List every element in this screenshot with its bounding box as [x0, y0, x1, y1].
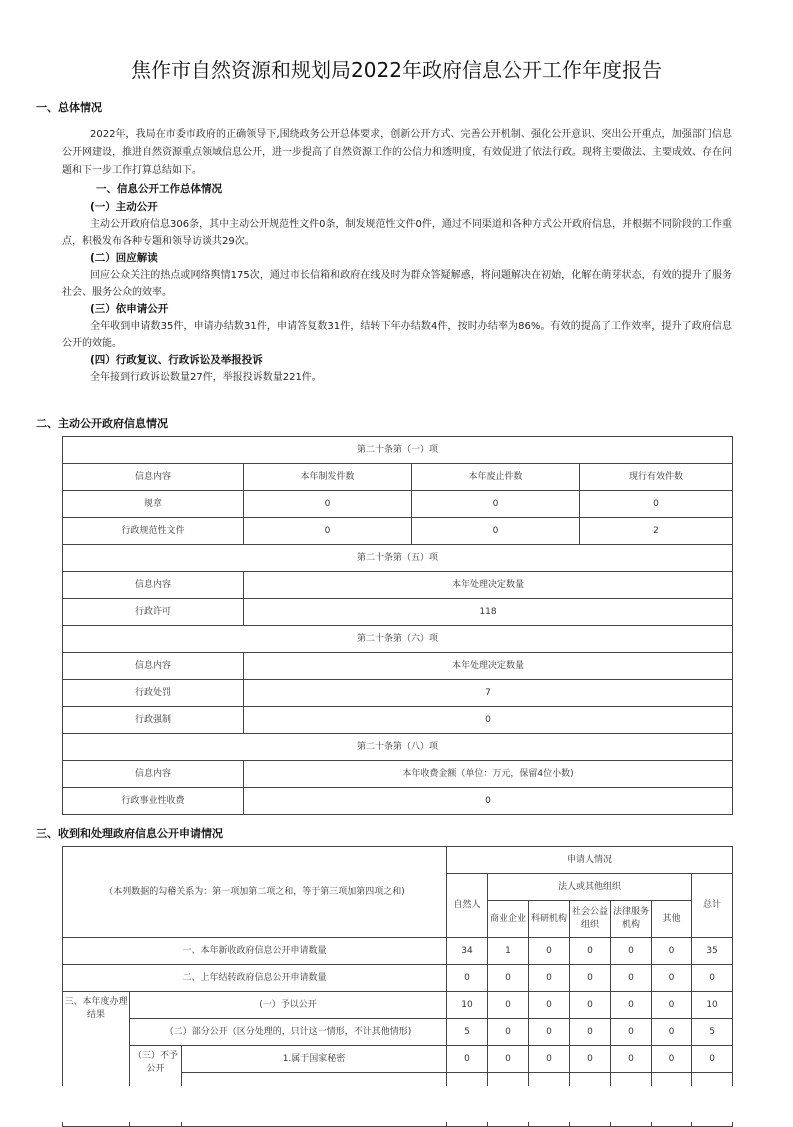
- table-cell: 行政规范性文件: [63, 518, 244, 545]
- section3-heading: 三、收到和处理政府信息公开申请情况: [36, 827, 223, 840]
- table-cell: 7: [244, 680, 733, 707]
- table-row: [63, 464, 733, 491]
- table-cell: 0: [529, 938, 570, 965]
- row-label: （二）部分公开（区分处理的，只计这一情形，不计其他情形): [130, 1019, 447, 1046]
- page-bottom-margin: [0, 1086, 793, 1122]
- table-row: [63, 626, 733, 653]
- table-cell: 0: [488, 965, 529, 992]
- row-label: （三）不予公开: [130, 1046, 182, 1127]
- row-label: 三、本年度办理结果: [63, 992, 130, 1127]
- table-cell: 行政强制: [63, 707, 244, 734]
- art8-title: 第二十条第（八）项: [63, 734, 733, 761]
- table-cell: 35: [692, 938, 733, 965]
- header-cell: 本年处理决定数量: [244, 653, 733, 680]
- table-cell: 34: [447, 938, 488, 965]
- item3-text: 全年收到申请数35件，申请办结数31件，申请答复数31件，结转下年办结数4件，按时办结率为86%。有效的提高了工作效率，提升了政府信息公开的效能。: [62, 321, 732, 349]
- table-cell: 0: [652, 965, 692, 992]
- table-row: [63, 572, 733, 599]
- table-cell: 5: [447, 1019, 488, 1046]
- table-cell: 10: [692, 992, 733, 1019]
- table-cell: 0: [570, 938, 611, 965]
- requests-table: [62, 846, 733, 1127]
- table-cell: 行政事业性收费: [63, 788, 244, 815]
- table-cell: 10: [447, 992, 488, 1019]
- table-cell: 0: [570, 1019, 611, 1046]
- table-row: [63, 680, 733, 707]
- header-cell: 法律服务机构: [611, 901, 652, 938]
- table-row: [63, 1046, 733, 1073]
- table-row: [63, 545, 733, 572]
- item1-heading: (一）主动公开: [90, 201, 158, 213]
- table-cell: 行政处罚: [63, 680, 244, 707]
- section1-heading: 一、总体情况: [36, 101, 102, 114]
- table-cell: 0: [412, 518, 580, 545]
- table-cell: 1: [488, 938, 529, 965]
- section2-heading: 二、主动公开政府信息情况: [36, 417, 168, 430]
- header-cell: 科研机构: [529, 901, 570, 938]
- table-cell: 0: [570, 1046, 611, 1073]
- table-cell: 0: [611, 938, 652, 965]
- table-cell: 0: [652, 938, 692, 965]
- row-label: (一）予以公开: [130, 992, 447, 1019]
- table-cell: 0: [692, 965, 733, 992]
- item3-heading: (三）依申请公开: [90, 303, 169, 315]
- table-cell: 0: [447, 965, 488, 992]
- row-label: 二、上年结转政府信息公开申请数量: [63, 965, 447, 992]
- table-cell: 0: [611, 1046, 652, 1073]
- table-row: [63, 653, 733, 680]
- active-disclosure-table: [62, 436, 733, 815]
- header-cell: 本年处理决定数量: [244, 572, 733, 599]
- table-cell: 0: [652, 1019, 692, 1046]
- table-row: [63, 965, 733, 992]
- table-row: [63, 847, 733, 874]
- table-row: [63, 992, 733, 1019]
- table-row: [63, 938, 733, 965]
- item2-text: 回应公众关注的热点或网络舆情175次，通过市长信箱和政府在线及时为群众答疑解惑，将问题解决在初始，化解在萌芽状态，有效的提升了服务社会、服务公众的效率。: [62, 270, 732, 298]
- table-row: [63, 491, 733, 518]
- header-cell: 信息内容: [63, 464, 244, 491]
- item2-heading: (二）回应解读: [90, 252, 158, 264]
- row-label: 1.属于国家秘密: [182, 1046, 447, 1073]
- table-cell: 0: [611, 992, 652, 1019]
- table-cell: 5: [692, 1019, 733, 1046]
- header-cell: 信息内容: [63, 572, 244, 599]
- table-cell: 0: [244, 518, 412, 545]
- header-cell: 本年收费金额（单位：万元，保留4位小数): [244, 761, 733, 788]
- row-label: 一、本年新收政府信息公开申请数量: [63, 938, 447, 965]
- table-cell: 0: [652, 1046, 692, 1073]
- table-cell: 0: [447, 1046, 488, 1073]
- header-cell: 现行有效件数: [580, 464, 733, 491]
- header-cell: 商业企业: [488, 901, 529, 938]
- table-cell: 0: [529, 1019, 570, 1046]
- table-row: [63, 437, 733, 464]
- table-cell: 0: [570, 965, 611, 992]
- table-cell: 行政许可: [63, 599, 244, 626]
- item4-text: 全年接到行政诉讼数量27件，举报投诉数量221件。: [90, 372, 322, 383]
- table-row: [63, 788, 733, 815]
- table-cell: 0: [611, 1019, 652, 1046]
- legal-entity-header: 法人或其他组织: [488, 874, 692, 901]
- total-header: 总计: [692, 874, 733, 938]
- art5-title: 第二十条第（五）项: [63, 545, 733, 572]
- header-cell: 信息内容: [63, 653, 244, 680]
- natural-person-header: 自然人: [447, 874, 488, 938]
- table-cell: 0: [529, 965, 570, 992]
- page-title: 焦作市自然资源和规划局2022年政府信息公开工作年度报告: [131, 58, 662, 82]
- table-cell: 0: [488, 1019, 529, 1046]
- table-cell: 0: [244, 788, 733, 815]
- table-cell: 0: [412, 491, 580, 518]
- table-row: [63, 518, 733, 545]
- header-cell: 社会公益组织: [570, 901, 611, 938]
- header-cell: 信息内容: [63, 761, 244, 788]
- table-cell: 0: [570, 992, 611, 1019]
- header-cell: 本年废止件数: [412, 464, 580, 491]
- table-cell: 0: [652, 992, 692, 1019]
- table-row: [63, 599, 733, 626]
- table-cell: 0: [580, 491, 733, 518]
- table-cell: 0: [244, 707, 733, 734]
- table-cell: 0: [488, 992, 529, 1019]
- table-cell: 0: [529, 1046, 570, 1073]
- section1-subheading: 一、信息公开工作总体情况: [96, 183, 222, 195]
- art6-title: 第二十条第（六）项: [63, 626, 733, 653]
- header-cell: 其他: [652, 901, 692, 938]
- item1-text: 主动公开政府信息306条，其中主动公开规范性文件0条，制发规范性文件0件，通过不同渠道和各种方式公开政府信息，并根据不同阶段的工作重点，积极发布各种专题和领导访谈共29次。: [62, 219, 732, 247]
- table-cell: 0: [529, 992, 570, 1019]
- table-row: [63, 1019, 733, 1046]
- art1-title: 第二十条第（一）项: [63, 437, 733, 464]
- table-cell: 0: [692, 1046, 733, 1073]
- table-row: [63, 707, 733, 734]
- table-cell: 118: [244, 599, 733, 626]
- applicant-header: 申请人情况: [447, 847, 733, 874]
- table-cell: 2: [580, 518, 733, 545]
- table-row: [63, 734, 733, 761]
- table-cell: 0: [611, 965, 652, 992]
- item4-heading: (四）行政复议、行政诉讼及举报投诉: [90, 354, 263, 366]
- table-cell: 0: [488, 1046, 529, 1073]
- section1-intro: 2022年，我局在市委市政府的正确领导下,围绕政务公开总体要求，创新公开方式、完善公开机制、强化公开意识、突出公开重点，加强部门信息公开网建设，推进自然资源重点领域信息公开，进一步提高了自然资源工作的公信力和透明度，有效促进了依法行政。现将主要做法、主要成效、存在问题和下一步工作打算总结如下。: [62, 129, 732, 176]
- reconciliation-note: （本列数据的勾稽关系为：第一项加第二项之和，等于第三项加第四项之和): [63, 847, 447, 938]
- table-row: [63, 761, 733, 788]
- table-cell: 规章: [63, 491, 244, 518]
- table-cell: 0: [244, 491, 412, 518]
- header-cell: 本年制发件数: [244, 464, 412, 491]
